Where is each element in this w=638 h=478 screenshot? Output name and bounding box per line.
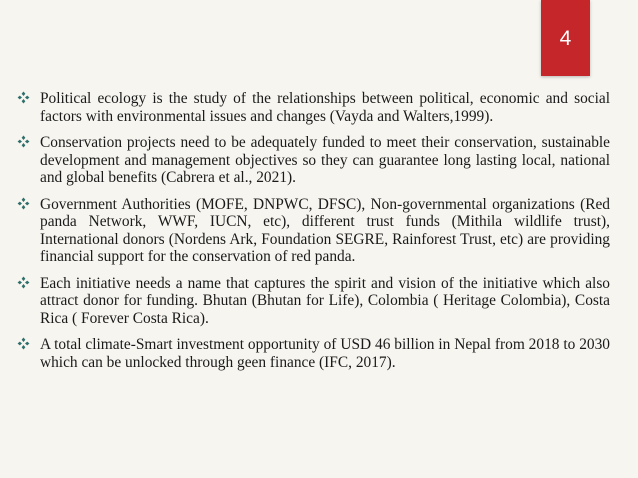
bullet-item: [17, 336, 610, 371]
four-diamond-bullet-icon: [17, 135, 32, 148]
bullet-item: [17, 196, 610, 266]
bullet-item: [17, 134, 610, 187]
four-diamond-bullet-icon: [17, 91, 32, 104]
slide-body: [17, 90, 610, 380]
four-diamond-bullet-icon: [17, 197, 32, 210]
bullet-text: A total climate-Smart investment opportunity of USD 46 billion in Nepal from 2018 to 2030 which can be unlocked through geen finance (IFC, 2017).: [40, 336, 610, 371]
bullet-text: Each initiative needs a name that captures the spirit and vision of the initiative which also attract donor for funding. Bhutan (Bhutan for Life), Colombia ( Heritage Colombia), Costa Rica ( Forever Costa Rica).: [40, 274, 610, 327]
bullet-text: Conservation projects need to be adequately funded to meet their conservation, sustainable development and management objectives so they can guarantee long lasting local, national and global benefits (Cabrera et al., 2021).: [40, 134, 610, 186]
page-number: 4: [559, 26, 572, 50]
four-diamond-bullet-icon: [17, 337, 32, 350]
bullet-item: [17, 90, 610, 125]
bullet-text: Political ecology is the study of the relationships between political, economic and social factors with environmental issues and changes (Vayda and Walters,1999).: [40, 90, 610, 125]
bullet-text: Government Authorities (MOFE, DNPWC, DFSC), Non-governmental organizations (Red panda Network, WWF, IUCN, etc), different trust funds (Mithila wildlife trust), International donors (Nordens Ark, Foundation SEGRE, Rainforest Trust, etc) are providing financial support for the conservation of red panda.: [40, 195, 610, 265]
bullet-item: [17, 275, 610, 328]
page-number-badge: [541, 0, 590, 76]
bullet-list: [17, 90, 610, 371]
four-diamond-bullet-icon: [17, 276, 32, 289]
